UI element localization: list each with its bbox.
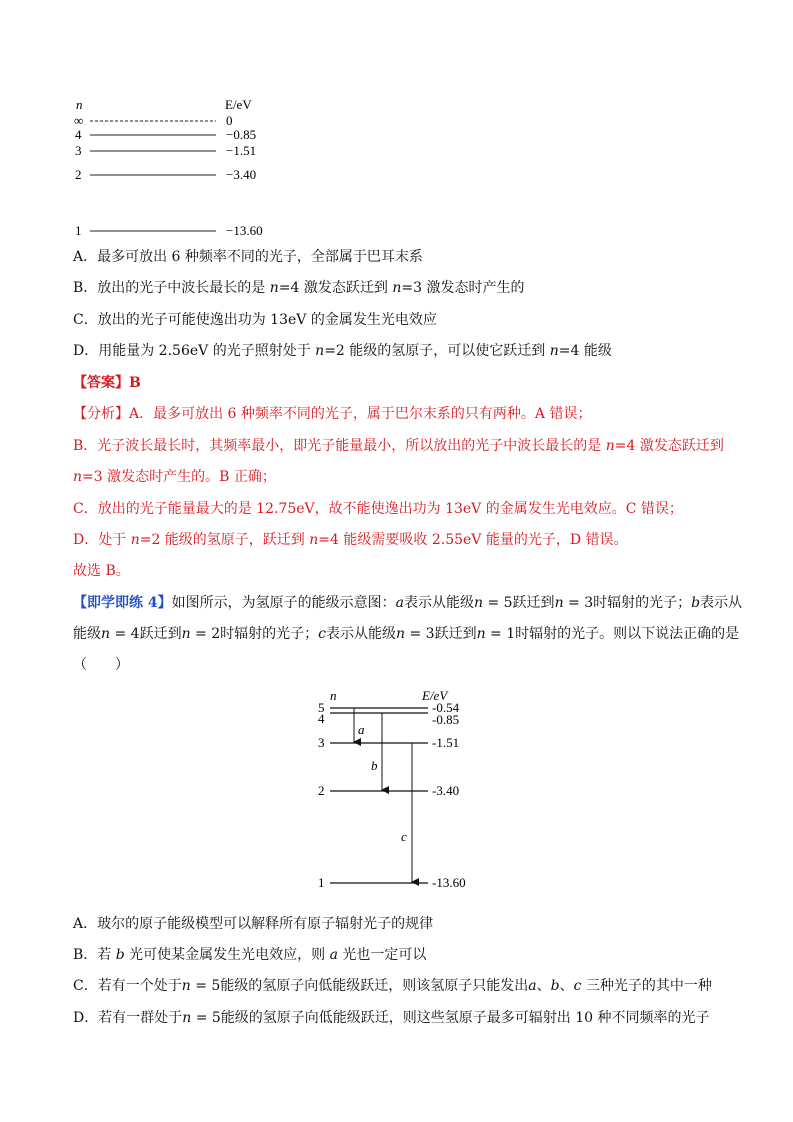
question-stem-line-1: 【即学即练 4】如图所示，为氢原子的能级示意图：a表示从能级n = 5跃迁到n = 3时辐射的光子；b表示从 [73, 595, 743, 611]
energy-level-diagram-1 [70, 92, 290, 242]
level-energy-label: -3.40 [432, 783, 460, 798]
option-c: C．放出的光子可能使逸出功为 13eV 的金属发生光电效应 [73, 312, 437, 328]
option-d: D．用能量为 2.56eV 的光子照射处于 n=2 能级的氢原子，可以使它跃迁到 n=4 能级 [73, 343, 612, 359]
option-c: C．若有一个处于n = 5能级的氢原子向低能级跃迁，则该氢原子只能发出a、b、c 三种光子的其中一种 [73, 978, 712, 994]
energy-axis-label: E/eV [422, 688, 448, 703]
analysis-line-d: D．处于 n=2 能级的氢原子，跃迁到 n=4 能级需要吸收 2.55eV 能量的光子，D 错误。 [73, 532, 628, 548]
level-energy-label: -1.51 [432, 735, 460, 750]
option-a: A．玻尔的原子能级模型可以解释所有原子辐射光子的规律 [73, 916, 434, 932]
level-n-label: 4 [75, 127, 82, 142]
answer: 【答案】B [73, 375, 141, 391]
level-n-label: 3 [75, 143, 82, 158]
level-n-label: 1 [318, 875, 325, 890]
analysis-line-b-cont: n=3 激发态时产生的。B 正确； [73, 469, 276, 485]
conclusion: 故选 B。 [73, 563, 130, 579]
level-energy-label: −0.85 [226, 127, 257, 142]
energy-level-diagram-2 [310, 684, 490, 896]
energy-axis-label: E/eV [225, 97, 252, 112]
answer-blank: （ ） [73, 657, 129, 673]
exercise-tag: 【即学即练 4】 [73, 595, 172, 611]
level-n-label: 2 [318, 783, 325, 798]
option-d: D．若有一群处于n = 5能级的氢原子向低能级跃迁，则这些氢原子最多可辐射出 10 种不同频率的光子 [73, 1010, 710, 1026]
level-n-label: 5 [318, 700, 325, 715]
level-energy-label: −1.51 [226, 143, 257, 158]
analysis-line-b: B．光子波长最长时，其频率最小，即光子能量最小，所以放出的光子中波长最长的是 n=4 激发态跃迁到 [73, 438, 724, 454]
level-n-label: ∞ [74, 113, 84, 128]
transition-b-label: b [371, 758, 378, 773]
transition-c-label: c [401, 829, 407, 844]
level-energy-label: −13.60 [226, 223, 263, 238]
question-stem-line-2: 能级n = 4跃迁到n = 2时辐射的光子；c表示从能级n = 3跃迁到n = 1时辐射的光子。则以下说法正确的是 [73, 626, 740, 642]
level-energy-label: -0.85 [432, 712, 460, 727]
level-n-label: 3 [318, 735, 325, 750]
option-b: B．若 b 光可使某金属发生光电效应，则 a 光也一定可以 [73, 947, 427, 963]
level-energy-label: −3.40 [226, 167, 257, 182]
level-n-label: 4 [318, 711, 325, 726]
analysis-line-a: 【分析】A．最多可放出 6 种频率不同的光子，属于巴尔末系的只有两种。A 错误； [73, 406, 592, 422]
level-energy-label: -0.54 [432, 700, 460, 715]
n-axis-label: n [330, 688, 337, 703]
option-b: B．放出的光子中波长最长的是 n=4 激发态跃迁到 n=3 激发态时产生的 [73, 280, 525, 296]
transition-a-label: a [358, 722, 365, 737]
level-energy-label: -13.60 [432, 875, 466, 890]
n-axis-label: n [76, 97, 83, 112]
analysis-line-c: C．放出的光子能量最大的是 12.75eV，故不能使逸出功为 13eV 的金属发生光电效应。C 错误； [73, 501, 683, 517]
level-n-label: 2 [75, 167, 82, 182]
level-n-label: 1 [75, 223, 82, 238]
level-energy-label: 0 [226, 113, 233, 128]
option-a: A．最多可放出 6 种频率不同的光子，全部属于巴耳末系 [73, 249, 423, 265]
